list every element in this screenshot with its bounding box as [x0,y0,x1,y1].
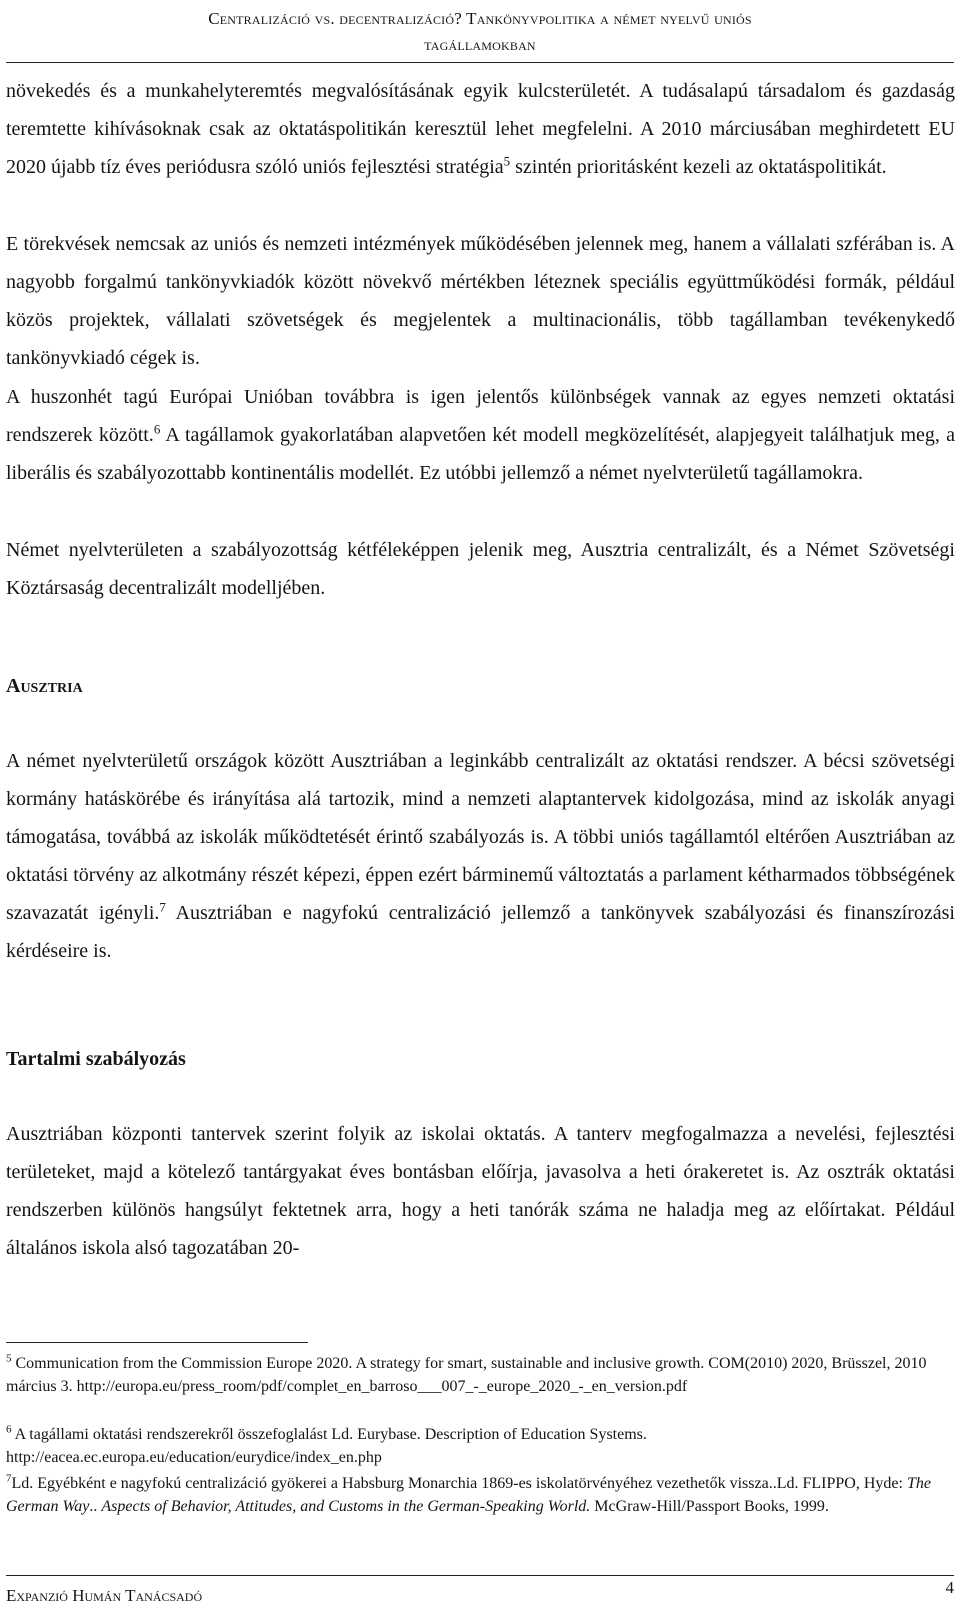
running-header-line-2: tagállamokban [424,35,536,54]
footer-rule [6,1575,954,1576]
footnote-7-number: 7 [6,1472,12,1485]
paragraph-3-text-b: A tagállamok gyakorlatában alapvetően két modell megközelítését, alapjegyeit találhatjuk meg, a liberális és szabályozottabb kontinentális modellét. Ez utóbbi jellemző a német nyelvterületű tagállamokra. [6,424,955,484]
paragraph-5-text-a: A német nyelvterületű országok között Ausztriában a leginkább centralizált az oktatási rendszer. A bécsi szövetségi kormány hatáskörébe és irányítása alá tartozik, mind a nemzeti alaptantervek kidolgozása, mind az iskolák anyagi támogatása, továbbá az iskolák működtetését érintő szabályozás is. A többi uniós tagállamtól eltérően Ausztriában az oktatási törvény az alkotmány részét képezi, éppen ezért bárminemű változtatás a parlament kétharmados többségének szavazatát igényli. [6,750,955,924]
footnote-7-text-a: Ld. Egyébként e nagyfokú centralizáció gyökerei a Habsburg Monarchia 1869-es iskolatörvényéhez vezethetők vissza..Ld. FLIPPO, Hyde: [11,1475,907,1492]
running-header [0,6,960,58]
footnote-5-text: Communication from the Commission Europe 2020. A strategy for smart, sustainable and inclusive growth. COM(2010) 2020, Brüsszel, 2010 március 3. http://europa.eu/press_room/pdf/complet_en_barroso___007_-_europe_2020_-_en_version.pdf [6,1355,927,1395]
footnote-5-number: 5 [6,1352,12,1365]
footnote-ref-7: 7 [159,899,166,915]
paragraph-6: Ausztriában központi tantervek szerint folyik az iskolai oktatás. A tanterv megfogalmazza a nevelési, fejlesztési területeket, majd a kötelező tantárgyakat éves bontásban előírja, javasolva a heti órakeretet is. Az osztrák oktatási rendszerben különös hangsúlyt fektetnek arra, hogy a heti tanórák száma ne haladja meg az előírtakat. Például általános iskola alsó tagozatában 20- [6,1123,955,1259]
page-number: 4 [945,1578,954,1597]
paragraph-1 [6,72,955,186]
running-header-line-1: Centralizáció vs. decentralizáció? Tankönyvpolitika a német nyelvű uniós [208,9,752,28]
paragraph-4: Német nyelvterületen a szabályozottság kétféleképpen jelenik meg, Ausztria centralizált, és a Német Szövetségi Köztársaság decentralizált modelljében. [6,539,955,599]
paragraph-3 [6,378,955,492]
section-title: Ausztria [6,675,83,697]
footnote-5 [6,1352,955,1398]
paragraph-5 [6,742,955,970]
footnote-7-book-subtitle: Aspects of Behavior, Attitudes, and Customs in the German-Speaking World. [101,1498,591,1515]
header-rule [6,62,954,63]
subsection-title: Tartalmi szabályozás [6,1048,186,1070]
footnote-7-text-c: McGraw-Hill/Passport Books, 1999. [590,1498,829,1515]
footnote-7 [6,1472,955,1518]
footnote-7-text-b: .. [89,1498,102,1515]
footnote-6-text: A tagállami oktatási rendszerekről összefoglalást Ld. Eurybase. Description of Education Systems. http://eacea.ec.europa.eu/education/eurydice/index_en.php [6,1426,647,1466]
footnote-ref-6: 6 [153,421,161,437]
footnote-6-number: 6 [6,1423,12,1436]
paragraph-3-text-a: A huszonhét tagú Európai Unióban továbbra is igen jelentős különbségek vannak az egyes nemzeti oktatási rendszerek között. [6,386,955,446]
paragraph-1-text-b: szintén prioritásként kezeli az oktatáspolitikát. [510,156,887,178]
footnote-rule [6,1342,308,1343]
paragraph-1-text-a: növekedés és a munkahelyteremtés megvalósításának egyik kulcsterületét. A tudásalapú társadalom és gazdaság teremtette kihívásoknak csak az oktatáspolitikán keresztül lehet megfelelni. A 2010 márciusában meghirdetett EU 2020 újabb tíz éves periódusra szóló uniós fejlesztési stratégia [6,80,955,178]
footnote-6 [6,1423,955,1469]
footnote-ref-5: 5 [503,153,511,169]
footnote-7-book-title: The German Way [6,1475,931,1515]
paragraph-5-text-b: Ausztriában e nagyfokú centralizáció jellemző a tankönyvek szabályozási és finanszírozási kérdéseire is. [6,902,955,962]
paragraph-2: E törekvések nemcsak az uniós és nemzeti intézmények működésében jelennek meg, hanem a vállalati szférában is. A nagyobb forgalmú tankönyvkiadók között növekvő mértékben léteznek speciális együttműködési formák, például közös projektek, vállalati szövetségek és megjelentek a multinacionális, több tagállamban tevékenykedő tankönyvkiadó cégek is. [6,233,955,369]
footer-publisher: Expanzió Humán Tanácsadó [6,1586,203,1605]
